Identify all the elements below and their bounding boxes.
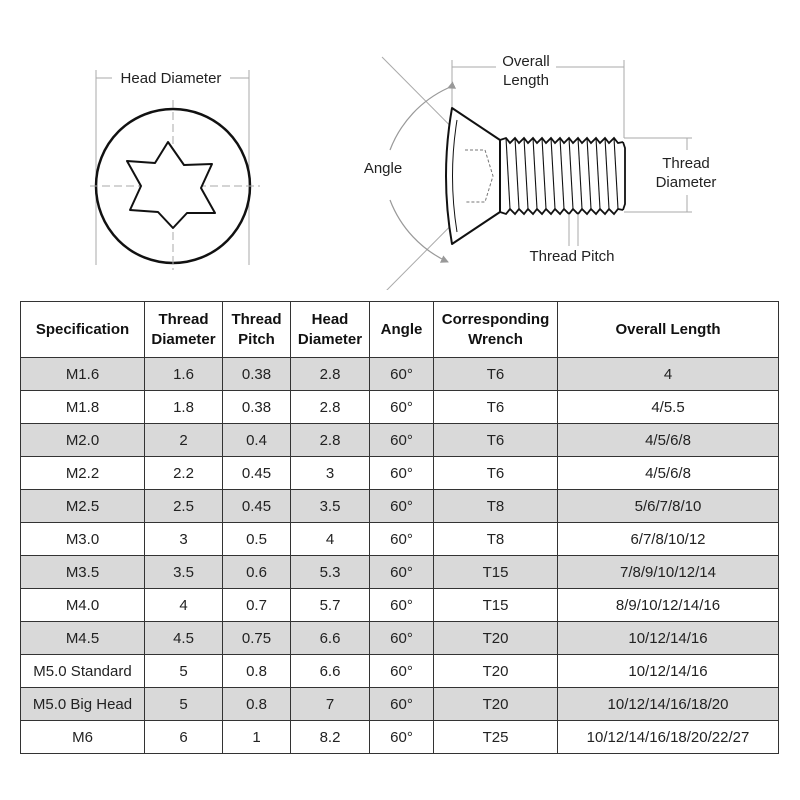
table-cell-head-diameter: 2.8: [291, 391, 370, 424]
table-cell-thread-diameter: 2.2: [145, 457, 223, 490]
table-cell-thread-pitch: 0.45: [223, 457, 291, 490]
table-cell-head-diameter: 7: [291, 688, 370, 721]
table-cell-thread-diameter: 2: [145, 424, 223, 457]
column-header-head-diameter: [291, 302, 370, 358]
head-diameter-label: Head Diameter: [120, 70, 222, 87]
specification-table: [20, 301, 779, 754]
table-cell-head-diameter: 6.6: [291, 622, 370, 655]
table-row: [21, 490, 779, 523]
table-cell-overall-length: 4: [558, 358, 779, 391]
table-cell-head-diameter: 6.6: [291, 655, 370, 688]
table-cell-angle: 60°: [370, 523, 434, 556]
table-cell-corresponding-wrench: T20: [434, 655, 558, 688]
angle-arc-lower: [390, 200, 448, 262]
thread-diameter-label-line1: Thread: [662, 155, 710, 172]
table-cell-corresponding-wrench: T8: [434, 490, 558, 523]
thread-diameter-label-line2: Diameter: [655, 174, 717, 191]
table-cell-thread-diameter: 2.5: [145, 490, 223, 523]
screw-diagram: [0, 0, 800, 290]
table-cell-thread-pitch: 0.8: [223, 655, 291, 688]
table-cell-angle: 60°: [370, 391, 434, 424]
angle-label: Angle: [363, 160, 403, 177]
table-cell-thread-diameter: 5: [145, 655, 223, 688]
table-cell-specification: M4.5: [21, 622, 145, 655]
table-cell-thread-diameter: 1.6: [145, 358, 223, 391]
column-header-text: Diameter: [297, 330, 363, 348]
column-header-text: Overall Length: [615, 320, 721, 338]
table-cell-specification: M1.6: [21, 358, 145, 391]
table-cell-thread-diameter: 3: [145, 523, 223, 556]
table-cell-specification: M2.2: [21, 457, 145, 490]
table-cell-overall-length: 10/12/14/16/18/20/22/27: [558, 721, 779, 754]
table-cell-angle: 60°: [370, 424, 434, 457]
column-header-text: Corresponding: [441, 310, 550, 328]
table-cell-head-diameter: 3: [291, 457, 370, 490]
column-header-text: Wrench: [468, 330, 523, 348]
table-cell-specification: M5.0 Big Head: [21, 688, 145, 721]
table-cell-angle: 60°: [370, 490, 434, 523]
table-cell-specification: M2.0: [21, 424, 145, 457]
column-header-angle: [370, 302, 434, 358]
column-header-text: Angle: [380, 320, 423, 338]
table-row: [21, 556, 779, 589]
table-cell-corresponding-wrench: T6: [434, 457, 558, 490]
table-cell-thread-pitch: 0.4: [223, 424, 291, 457]
table-cell-corresponding-wrench: T8: [434, 523, 558, 556]
table-cell-angle: 60°: [370, 589, 434, 622]
table-cell-thread-pitch: 0.75: [223, 622, 291, 655]
table-cell-thread-diameter: 5: [145, 688, 223, 721]
table-row: [21, 688, 779, 721]
column-header-thread-diameter: [145, 302, 223, 358]
table-cell-thread-pitch: 0.6: [223, 556, 291, 589]
table-cell-overall-length: 6/7/8/10/12: [558, 523, 779, 556]
table-cell-specification: M2.5: [21, 490, 145, 523]
table-cell-thread-pitch: 0.38: [223, 391, 291, 424]
table-cell-corresponding-wrench: T15: [434, 556, 558, 589]
table-row: [21, 358, 779, 391]
table-row: [21, 523, 779, 556]
table-cell-corresponding-wrench: T20: [434, 688, 558, 721]
table-cell-thread-pitch: 0.45: [223, 490, 291, 523]
overall-length-label-line1: Overall: [502, 53, 550, 70]
column-header-text: Thread: [231, 310, 282, 328]
table-cell-specification: M5.0 Standard: [21, 655, 145, 688]
table-cell-corresponding-wrench: T6: [434, 358, 558, 391]
column-header-text: Pitch: [238, 330, 275, 348]
table-row: [21, 589, 779, 622]
table-cell-specification: M4.0: [21, 589, 145, 622]
thread-pitch-label: Thread Pitch: [529, 248, 615, 265]
table-cell-head-diameter: 4: [291, 523, 370, 556]
table-row: [21, 655, 779, 688]
table-cell-overall-length: 10/12/14/16: [558, 622, 779, 655]
column-header-text: Diameter: [151, 330, 216, 348]
table-cell-corresponding-wrench: T25: [434, 721, 558, 754]
table-cell-thread-diameter: 3.5: [145, 556, 223, 589]
table-cell-thread-diameter: 4.5: [145, 622, 223, 655]
table-cell-angle: 60°: [370, 721, 434, 754]
table-row: [21, 391, 779, 424]
table-body: [21, 358, 779, 754]
table-cell-specification: M6: [21, 721, 145, 754]
table-cell-overall-length: 7/8/9/10/12/14: [558, 556, 779, 589]
table-row: [21, 721, 779, 754]
column-header-text: Specification: [35, 320, 130, 338]
table-cell-overall-length: 4/5.5: [558, 391, 779, 424]
table-cell-overall-length: 10/12/14/16: [558, 655, 779, 688]
table-cell-head-diameter: 5.3: [291, 556, 370, 589]
table-cell-thread-pitch: 0.38: [223, 358, 291, 391]
overall-length-label-line2: Length: [503, 72, 549, 89]
table-cell-head-diameter: 8.2: [291, 721, 370, 754]
table-cell-corresponding-wrench: T15: [434, 589, 558, 622]
table-cell-angle: 60°: [370, 556, 434, 589]
table-cell-specification: M3.5: [21, 556, 145, 589]
column-header-text: Thread: [158, 310, 209, 328]
table-cell-angle: 60°: [370, 622, 434, 655]
table-cell-head-diameter: 2.8: [291, 358, 370, 391]
table-cell-head-diameter: 5.7: [291, 589, 370, 622]
table-cell-thread-pitch: 0.7: [223, 589, 291, 622]
table-cell-corresponding-wrench: T6: [434, 391, 558, 424]
table-cell-head-diameter: 3.5: [291, 490, 370, 523]
table-cell-angle: 60°: [370, 457, 434, 490]
table-cell-corresponding-wrench: T20: [434, 622, 558, 655]
column-header-text: Head: [311, 310, 349, 328]
table-cell-thread-pitch: 1: [223, 721, 291, 754]
column-header-overall-length: [558, 302, 779, 358]
column-header-specification: [21, 302, 145, 358]
table-cell-angle: 60°: [370, 358, 434, 391]
table-cell-overall-length: 4/5/6/8: [558, 424, 779, 457]
table-cell-thread-diameter: 4: [145, 589, 223, 622]
table-cell-overall-length: 8/9/10/12/14/16: [558, 589, 779, 622]
table-row: [21, 424, 779, 457]
countersunk-head: [446, 108, 500, 244]
column-header-corresponding-wrench: [434, 302, 558, 358]
table-cell-specification: M3.0: [21, 523, 145, 556]
table-cell-corresponding-wrench: T6: [434, 424, 558, 457]
column-header-thread-pitch: [223, 302, 291, 358]
table-cell-angle: 60°: [370, 688, 434, 721]
table-row: [21, 622, 779, 655]
table-cell-overall-length: 10/12/14/16/18/20: [558, 688, 779, 721]
screw-side-view: [364, 53, 717, 290]
table-header-row: [21, 302, 779, 358]
table-row: [21, 457, 779, 490]
thread-bottom-edge: [500, 209, 623, 214]
table-cell-thread-pitch: 0.8: [223, 688, 291, 721]
table-cell-overall-length: 4/5/6/8: [558, 457, 779, 490]
head-top-view: [90, 70, 260, 270]
table-cell-angle: 60°: [370, 655, 434, 688]
table-cell-thread-diameter: 1.8: [145, 391, 223, 424]
table-cell-thread-pitch: 0.5: [223, 523, 291, 556]
torx-star-icon: [127, 142, 215, 228]
table-cell-overall-length: 5/6/7/8/10: [558, 490, 779, 523]
table-cell-head-diameter: 2.8: [291, 424, 370, 457]
angle-arc-upper: [390, 88, 448, 150]
table-cell-specification: M1.8: [21, 391, 145, 424]
table-cell-thread-diameter: 6: [145, 721, 223, 754]
thread-crest-lines: [506, 138, 618, 209]
